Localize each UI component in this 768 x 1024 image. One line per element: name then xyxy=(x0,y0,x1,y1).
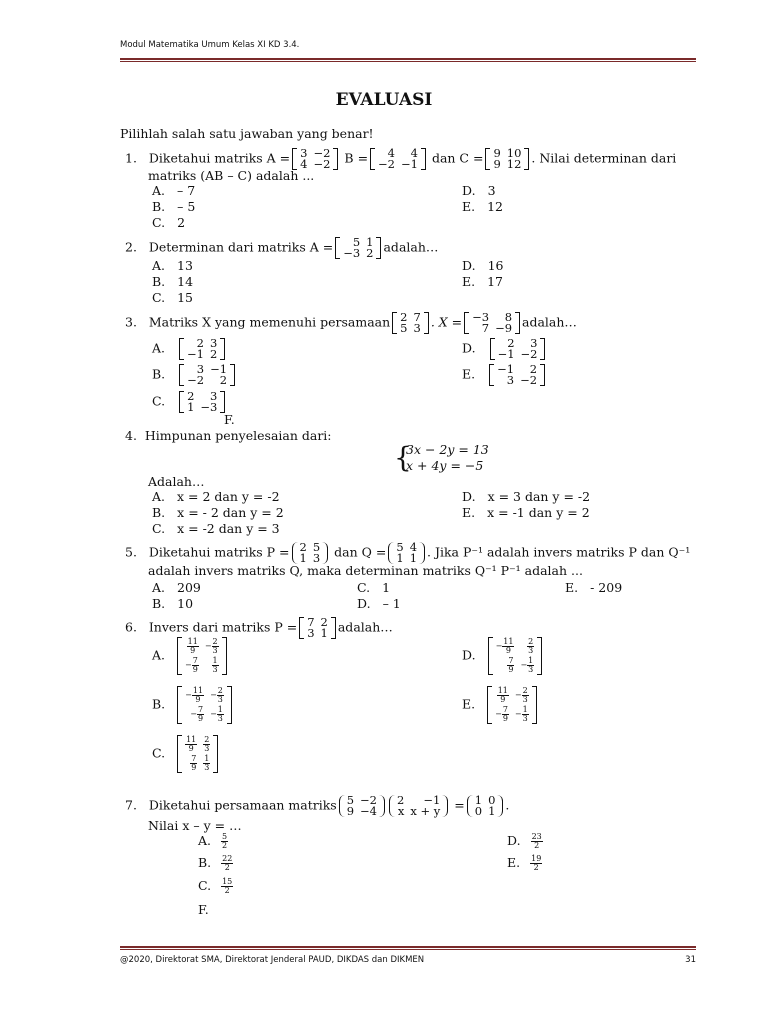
matrix-entry: 2 xyxy=(320,615,328,629)
option-d[interactable] xyxy=(462,489,590,504)
option-label: C. xyxy=(357,580,371,595)
matrix-entry: 7 xyxy=(413,310,421,324)
matrix-entry: 2 xyxy=(366,246,374,260)
fraction: $\frac{7}{9}$ xyxy=(192,656,198,674)
matrix-entry: 7 xyxy=(481,321,490,335)
option-a[interactable] xyxy=(152,258,193,273)
matrix-entry: 3 xyxy=(300,146,308,160)
option-e[interactable] xyxy=(462,199,503,214)
option-matrix xyxy=(179,338,225,360)
option-text: 2 xyxy=(177,215,186,230)
matrix-entry: −1 xyxy=(210,362,228,376)
option-label: A. xyxy=(152,647,166,663)
matrix-entry: −2 xyxy=(313,157,331,171)
matrix-entry: 3 xyxy=(196,362,205,376)
fraction: $\frac{1}{3}$ xyxy=(204,754,210,772)
option-label: D. xyxy=(462,340,476,356)
option-matrix xyxy=(177,686,232,724)
question-5-line2: adalah invers matriks Q, maka determinan matriks Q⁻¹ P⁻¹ adalah ... xyxy=(148,563,583,578)
matrix-entry: 1 xyxy=(366,235,374,249)
matrix-entry: 5 xyxy=(396,540,404,554)
matrix-entry: 1 xyxy=(299,551,307,565)
option-e[interactable] xyxy=(507,855,542,872)
matrix-m1 xyxy=(392,312,429,334)
option-b[interactable] xyxy=(152,364,237,386)
option-label: C. xyxy=(152,290,166,305)
option-text: 10 xyxy=(177,596,194,611)
running-header: Modul Matematika Umum Kelas XI KD 3.4. xyxy=(120,40,300,50)
matrix-entry: − $\frac{2}{3}$ xyxy=(514,686,528,704)
page-number: 31 xyxy=(685,955,696,965)
matrix-entry: −3 xyxy=(343,246,361,260)
matrix-entry: −2 xyxy=(520,373,538,387)
fraction: $\frac{7}{9}$ xyxy=(191,754,197,772)
option-text: x = -2 dan y = 3 xyxy=(177,521,280,536)
matrix-entry: 1 xyxy=(320,626,328,640)
matrix-m2 xyxy=(389,795,448,817)
option-text: - 209 xyxy=(590,580,623,595)
matrix-entry: −2 xyxy=(378,157,395,171)
option-label: C. xyxy=(198,878,212,893)
option-b[interactable] xyxy=(198,855,233,872)
matrix-entry: 2 xyxy=(219,373,228,387)
option-text: 3 xyxy=(487,183,496,198)
matrix-a xyxy=(292,148,338,170)
matrix-m1 xyxy=(339,795,385,817)
matrix-entry: − $\frac{1}{3}$ xyxy=(210,705,223,723)
question-6: 6. Invers dari matriks P = 7 2 3 1 adalah… xyxy=(125,615,393,640)
matrix-entry: 9 xyxy=(493,157,501,171)
option-label: C. xyxy=(152,521,166,536)
option-fraction: $\frac{22}{2}$ xyxy=(222,854,233,872)
matrix-c xyxy=(485,148,529,170)
matrix-entry: 1 xyxy=(409,551,418,565)
option-label: B. xyxy=(152,199,166,214)
option-text: 12 xyxy=(487,199,504,214)
equation-1: 3x − 2y = 13 xyxy=(406,442,489,457)
option-matrix xyxy=(177,735,218,773)
matrix-entry: 5 xyxy=(400,321,408,335)
option-b[interactable] xyxy=(152,686,234,724)
option-label: E. xyxy=(565,580,579,595)
option-text: x = -1 dan y = 2 xyxy=(487,505,590,520)
question-3: 3. Matriks X yang memenuhi persamaan 2 7 5 3 . X = −3 8 7 −9 adalah… xyxy=(125,310,577,335)
matrix-entry: 3 xyxy=(530,336,538,350)
fraction: $\frac{11}{9}$ xyxy=(192,686,204,704)
matrix-entry: 3 xyxy=(413,321,421,335)
option-c[interactable] xyxy=(152,735,220,773)
matrix-entry: 5 xyxy=(352,235,361,249)
matrix-b xyxy=(370,148,426,170)
fraction: $\frac{1}{3}$ xyxy=(528,656,534,674)
option-label: B. xyxy=(152,596,166,611)
option-d[interactable] xyxy=(462,183,496,198)
option-label: B. xyxy=(152,366,166,382)
option-d[interactable] xyxy=(462,258,503,273)
instruction: Pilihlah salah satu jawaban yang benar! xyxy=(120,126,374,141)
matrix-p xyxy=(292,542,329,564)
fraction: $\frac{2}{3}$ xyxy=(217,686,223,704)
option-label: B. xyxy=(198,855,212,870)
question-1-line2: matriks (AB – C) adalah ... xyxy=(148,168,315,183)
matrix-entry: 3 xyxy=(307,626,315,640)
option-b[interactable] xyxy=(152,505,284,520)
matrix-entry: −2 xyxy=(520,347,538,361)
fraction: $\frac{2}{3}$ xyxy=(528,637,534,655)
option-c[interactable] xyxy=(152,521,280,536)
header-rule-thin xyxy=(120,61,696,62)
matrix-entry: 5 xyxy=(346,793,355,807)
matrix-entry: 2 xyxy=(507,336,515,350)
fraction: $\frac{11}{9}$ xyxy=(503,637,514,655)
option-matrix xyxy=(487,686,537,724)
fraction: $\frac{1}{3}$ xyxy=(217,705,223,723)
matrix-entry xyxy=(182,637,202,656)
option-d[interactable] xyxy=(357,596,401,611)
footer-copyright: @2020, Direktorat SMA, Direktorat Jenderal PAUD, DIKDAS dan DIKMEN xyxy=(120,955,425,965)
matrix-entry xyxy=(200,754,213,773)
option-a[interactable] xyxy=(152,580,201,595)
matrix-entry: − $\frac{7}{9}$ xyxy=(190,705,204,723)
matrix-entry xyxy=(200,735,213,754)
option-label: E. xyxy=(462,199,476,214)
option-text: 209 xyxy=(177,580,201,595)
matrix-a xyxy=(335,237,381,259)
matrix-entry: −1 xyxy=(423,793,441,807)
option-label: B. xyxy=(152,696,166,712)
option-f: F. xyxy=(224,412,235,427)
matrix-entry: −2 xyxy=(187,373,205,387)
option-text: 13 xyxy=(177,258,193,273)
header-rule xyxy=(120,58,696,60)
matrix-entry: − $\frac{2}{3}$ xyxy=(210,686,223,704)
matrix-entry xyxy=(202,656,222,675)
option-label: D. xyxy=(462,183,476,198)
matrix-entry: 2 xyxy=(196,336,204,350)
option-matrix xyxy=(488,637,543,675)
matrix-entry: −2 xyxy=(360,793,377,807)
option-d[interactable] xyxy=(462,338,547,360)
matrix-entry: 1 xyxy=(187,400,195,414)
option-text: – 1 xyxy=(382,596,401,611)
matrix-entry: 0 xyxy=(488,793,496,807)
fraction: $\frac{2}{3}$ xyxy=(212,637,218,655)
matrix-entry: 1 xyxy=(474,793,483,807)
option-text: 14 xyxy=(177,274,194,289)
option-text: – 7 xyxy=(177,183,196,198)
option-a[interactable] xyxy=(152,637,229,675)
matrix-entry: 12 xyxy=(506,157,522,171)
matrix-entry: − $\frac{1}{3}$ xyxy=(514,705,528,723)
option-d[interactable] xyxy=(507,833,543,850)
fraction: $\frac{1}{3}$ xyxy=(212,656,218,674)
option-a[interactable] xyxy=(198,833,228,850)
matrix-entry: 3 xyxy=(506,373,515,387)
option-label: C. xyxy=(152,215,166,230)
matrix-entry: −1 xyxy=(497,347,515,361)
matrix-entry: 4 xyxy=(387,146,395,160)
option-label: D. xyxy=(507,833,521,848)
fraction: $\frac{1}{3}$ xyxy=(522,705,528,723)
matrix-entry: 8 xyxy=(504,310,513,324)
matrix-entry: x xyxy=(397,804,405,818)
matrix-entry: 1 xyxy=(396,551,404,565)
option-label: C. xyxy=(152,745,166,761)
option-text: – 5 xyxy=(177,199,196,214)
matrix-entry: 1 xyxy=(488,804,496,818)
question-4: 4. Himpunan penyelesaian dari: xyxy=(125,428,332,443)
matrix-entry: − $\frac{1}{3}$ xyxy=(520,656,534,674)
option-label: C. xyxy=(152,393,166,409)
option-fraction: $\frac{19}{2}$ xyxy=(531,854,542,872)
option-d[interactable] xyxy=(462,637,544,675)
option-label: E. xyxy=(462,505,476,520)
option-label: E. xyxy=(462,274,476,289)
option-label: E. xyxy=(462,366,476,382)
matrix-entry: −1 xyxy=(497,362,515,376)
option-label: D. xyxy=(462,489,476,504)
matrix-entry: 4 xyxy=(409,540,418,554)
option-b[interactable] xyxy=(152,199,195,214)
option-label: B. xyxy=(152,505,166,520)
option-matrix xyxy=(490,338,546,360)
option-label: D. xyxy=(462,258,476,273)
option-c[interactable] xyxy=(357,580,390,595)
matrix-entry: 2 xyxy=(209,347,218,361)
option-text: x = 2 dan y = -2 xyxy=(177,489,280,504)
system-brace: { xyxy=(394,441,412,474)
option-b[interactable] xyxy=(152,274,193,289)
option-c[interactable] xyxy=(152,290,193,305)
option-e[interactable] xyxy=(462,364,547,386)
option-text: 15 xyxy=(177,290,193,305)
matrix-entry: −3 xyxy=(472,310,490,324)
option-c[interactable] xyxy=(152,215,185,230)
matrix-entry: − $\frac{2}{3}$ xyxy=(204,637,218,655)
option-c[interactable] xyxy=(198,878,233,895)
option-label: A. xyxy=(152,258,166,273)
matrix-entry: −4 xyxy=(360,804,377,818)
option-b[interactable] xyxy=(152,596,193,611)
matrix-entry xyxy=(517,637,537,656)
matrix-entry xyxy=(493,656,518,675)
matrix-entry: −1 xyxy=(187,347,204,361)
question-7: 7. Diketahui persamaan matriks 5 −2 9 −4 2 −1 x x + y = 1 0 0 1 . xyxy=(125,793,510,818)
matrix-entry: −9 xyxy=(495,321,513,335)
option-c[interactable] xyxy=(152,391,227,413)
option-text: 16 xyxy=(487,258,504,273)
option-a[interactable] xyxy=(152,183,195,198)
matrix-entry: − $\frac{11}{9}$ xyxy=(495,637,514,655)
matrix-entry: − $\frac{7}{9}$ xyxy=(185,656,198,674)
option-e[interactable] xyxy=(462,274,503,289)
question-4-line2: Adalah… xyxy=(148,474,205,489)
question-5: 5. Diketahui matriks P = 2 5 1 3 dan Q = 5 4 1 1 . Jika P⁻¹ adalah invers matriks P dan Q⁻¹ xyxy=(125,540,691,565)
option-label: B. xyxy=(152,274,166,289)
matrix-entry: 7 xyxy=(307,615,315,629)
matrix-entry: 2 xyxy=(187,389,195,403)
fraction: $\frac{11}{9}$ xyxy=(186,735,197,753)
matrix-entry: 2 xyxy=(299,540,307,554)
matrix-entry: − $\frac{11}{9}$ xyxy=(185,686,204,704)
matrix-entry xyxy=(182,735,200,754)
option-fraction: $\frac{23}{2}$ xyxy=(531,832,542,850)
fraction: $\frac{7}{9}$ xyxy=(502,705,508,723)
matrix-entry: −3 xyxy=(200,400,218,414)
option-matrix xyxy=(179,391,225,413)
matrix-entry: − $\frac{7}{9}$ xyxy=(495,705,508,723)
option-text: 17 xyxy=(487,274,504,289)
fraction: $\frac{7}{9}$ xyxy=(508,656,514,674)
option-label: A. xyxy=(152,489,166,504)
footer-rule-thin xyxy=(120,949,696,950)
option-e[interactable] xyxy=(565,580,622,595)
option-label: A. xyxy=(152,340,166,356)
matrix-p xyxy=(299,617,336,639)
matrix-entry: 2 xyxy=(397,793,405,807)
identity-matrix xyxy=(467,795,504,817)
matrix-entry: 3 xyxy=(312,551,321,565)
option-label: A. xyxy=(152,580,166,595)
fraction: $\frac{2}{3}$ xyxy=(522,686,528,704)
option-label: D. xyxy=(357,596,371,611)
fraction: $\frac{11}{9}$ xyxy=(187,637,198,655)
question-2: 2. Determinan dari matriks A = 5 1 −3 2 adalah… xyxy=(125,235,439,260)
question-1: 1. Diketahui matriks A = 3 −2 4 −2 B = 4 4 −2 −1 dan C = 9 10 9 12 . Nilai determinan dari xyxy=(125,146,677,171)
option-text: 1 xyxy=(382,580,391,595)
matrix-entry: 0 xyxy=(474,804,483,818)
page-title: EVALUASI xyxy=(335,90,433,110)
option-label: D. xyxy=(462,647,476,663)
option-matrix xyxy=(489,364,545,386)
option-label: E. xyxy=(507,855,521,870)
matrix-m2 xyxy=(464,312,520,334)
option-a[interactable] xyxy=(152,489,280,504)
matrix-entry: 2 xyxy=(529,362,538,376)
fraction: $\frac{11}{9}$ xyxy=(497,686,508,704)
option-f: F. xyxy=(198,902,209,917)
footer-rule xyxy=(120,946,696,948)
matrix-entry xyxy=(492,686,512,705)
matrix-entry: 9 xyxy=(493,146,501,160)
matrix-entry xyxy=(182,754,200,773)
matrix-entry: −1 xyxy=(401,157,418,171)
option-a[interactable] xyxy=(152,338,227,360)
option-matrix xyxy=(179,364,235,386)
matrix-entry: 4 xyxy=(410,146,418,160)
matrix-entry: 3 xyxy=(209,336,218,350)
matrix-entry: 3 xyxy=(210,389,218,403)
option-matrix xyxy=(177,637,227,675)
option-e[interactable] xyxy=(462,505,590,520)
fraction: $\frac{2}{3}$ xyxy=(204,735,210,753)
matrix-entry: 10 xyxy=(506,146,522,160)
option-label: E. xyxy=(462,696,476,712)
matrix-entry: x + y xyxy=(410,804,441,818)
option-label: A. xyxy=(198,833,212,848)
matrix-entry: 5 xyxy=(312,540,321,554)
equation-2: x + 4y = −5 xyxy=(406,458,484,473)
fraction: $\frac{7}{9}$ xyxy=(197,705,204,723)
matrix-entry: 4 xyxy=(300,157,308,171)
option-e[interactable] xyxy=(462,686,539,724)
option-fraction: $\frac{15}{2}$ xyxy=(222,877,233,895)
matrix-entry: 9 xyxy=(346,804,355,818)
matrix-entry: 2 xyxy=(400,310,408,324)
option-text: x = - 2 dan y = 2 xyxy=(177,505,284,520)
question-7-line2: Nilai x – y = … xyxy=(148,818,242,833)
matrix-entry: −2 xyxy=(313,146,331,160)
option-fraction: $\frac{5}{2}$ xyxy=(222,832,228,850)
option-text: x = 3 dan y = -2 xyxy=(487,489,591,504)
option-label: A. xyxy=(152,183,166,198)
matrix-q xyxy=(388,542,425,564)
